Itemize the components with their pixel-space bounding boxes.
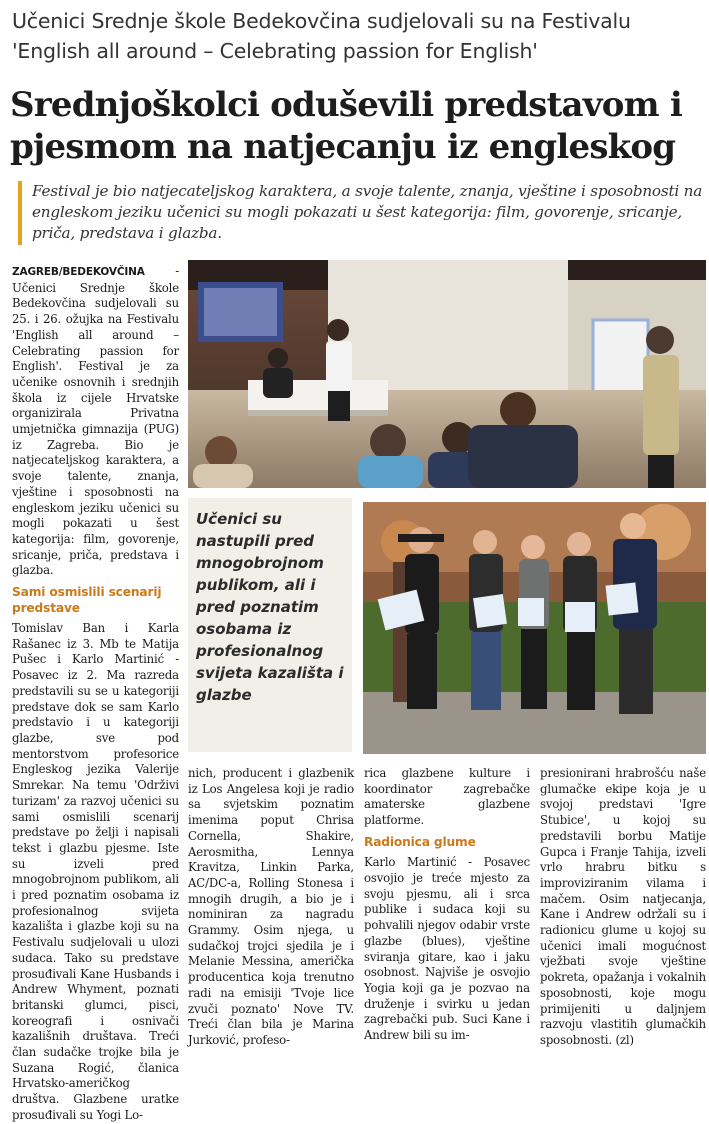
column-2-body: nich, producent i glazbenik iz Los Angelesa koji je radio sa svjetskim poznatim imenima poput Chrisa Cornella, Shakire, Aerosmitha, Lennya Kravitza, Linkin Parka, AC/DC-a, Rolling Stonesa i mnogih drugih, a bio je i nominiran za nagradu Grammy. Osim njega, u sudačkoj trojci sjedila je i Melanie Messina, američka producentica koja trenutno radi na emisiji 'Tvoje lice zvuči poznato' Nove TV. Treći član bila je Marina Jurković, profeso-	[188, 766, 354, 1047]
article-kicker: Učenici Srednje škole Bedekovčina sudjelovali su na Festivalu 'English all around – Celebrating passion for English'	[12, 9, 631, 63]
dateline: ZAGREB/BEDEKOVČINA	[12, 266, 145, 278]
article-column-3	[364, 766, 530, 1044]
column-4-body: presionirani hrabrošću naše glumačke ekipe koja je u svojoj predstavi 'Igre Stubice', u kojoj su predstavili borbu Matije Gupca i Franje Tahija, izveli vrlo hrabru bitku s improviziranim vilama i mačem. Osim natjecanja, Kane i Andrew održali su i radionicu glume u kojoj su učenici imali mogućnost vježbati svoje vještine pokreta, opažanja i vokalnih sposobnosti, koje mogu primijeniti u daljnjem razvoju vlastitih glumačkih sposobnosti. (zl)	[540, 766, 706, 1047]
intro-text: - Učenici Srednje škole Bedekovčina sudjelovali su 25. i 26. ožujka na Festivalu 'English all around – Celebrating passion for English'. Festival je za učenike osnovnih i srednjih škola iz cijele Hrvatske organizirala Privatna umjetnička gimnazija (PUG) iz Zagreba. Bio je natjecateljskog karaktera, a svoje talente, znanja, vještine i sposobnosti na engleskom jeziku učenici su mogli pokazati u šest kategorija: film, govorenje, sricanje, priča, predstava i glazba.	[12, 264, 179, 578]
article-lead: Festival je bio natjecateljskog karaktera, a svoje talente, znanja, vještine i sposobnosti na engleskom jeziku učenici su mogli pokazati u šest kategorija: film, govorenje, sricanje, priča, predstava i glazba.	[18, 181, 706, 245]
article-column-4	[540, 766, 706, 1049]
subhead-scenario: Sami osmislili scenarij predstave	[12, 585, 162, 615]
column-3-top: rica glazbene kulture i koordinator zagrebačke amaterske glazbene platforme.	[364, 766, 530, 828]
photo-stage-performance	[188, 260, 706, 488]
pullquote: Učenici su nastupili pred mnogobrojnom publikom, ali i pred poznatim osobama iz profesionalnog svijeta kazališta i glazbe	[196, 510, 344, 704]
group-photo-illustration	[363, 502, 706, 754]
article-column-1	[12, 264, 179, 1124]
column-3-body: Karlo Martinić - Posavec osvojio je treće mjesto za svoju pjesmu, ali i srca publike i sudaca koji su pohvalili njegov odabir vrste glazbe (blues), vještine sviranja gitare, kao i jaku osobnost. Najviše je osvojio Yogia koji ga je pozvao na druženje i svirku u jedan zagrebački pub. Suci Kane i Andrew bili su im-	[364, 855, 530, 1043]
subhead-acting-workshop: Radionica glume	[364, 834, 476, 849]
stage-photo-illustration	[188, 260, 706, 488]
photo-student-group	[363, 502, 706, 754]
article-column-2	[188, 766, 354, 1049]
article-headline: Srednjoškolci oduševili predstavom i pjesmom na natjecanju iz engleskog	[10, 85, 682, 167]
column-1-body: Tomislav Ban i Karla Rašanec iz 3. Mb te Matija Pušec i Karlo Martinić - Posavec iz 2. Ma razreda predstavili su se u kategoriji predstave dok se sam Karlo predstavio i u kategoriji glazbe, sve pod mentorstvom profesorice Engleskog jezika Valerije Smrekar. Na temu 'Održivi turizam' za razvoj učenici su sami osmislili scenarij predstave po želji i napisali tekst i glazbu pjesme. Iste su izveli pred mnogobrojnom publikom, ali i pred poznatim osobama iz profesionalnog svijeta kazališta i glazbe koji su na Festivalu sudjelovali u ulozi sudaca. Tako su predstave prosuđivali Kane Husbands i Andrew Whyment, poznati britanski glumci, pisci, koreografi i osnivači kazališnih društava. Treći član sudačke trojke bila je Suzana Rogić, članica Hrvatsko-američkog društva. Glazbene uratke prosuđivali su Yogi Lo-	[12, 621, 179, 1122]
